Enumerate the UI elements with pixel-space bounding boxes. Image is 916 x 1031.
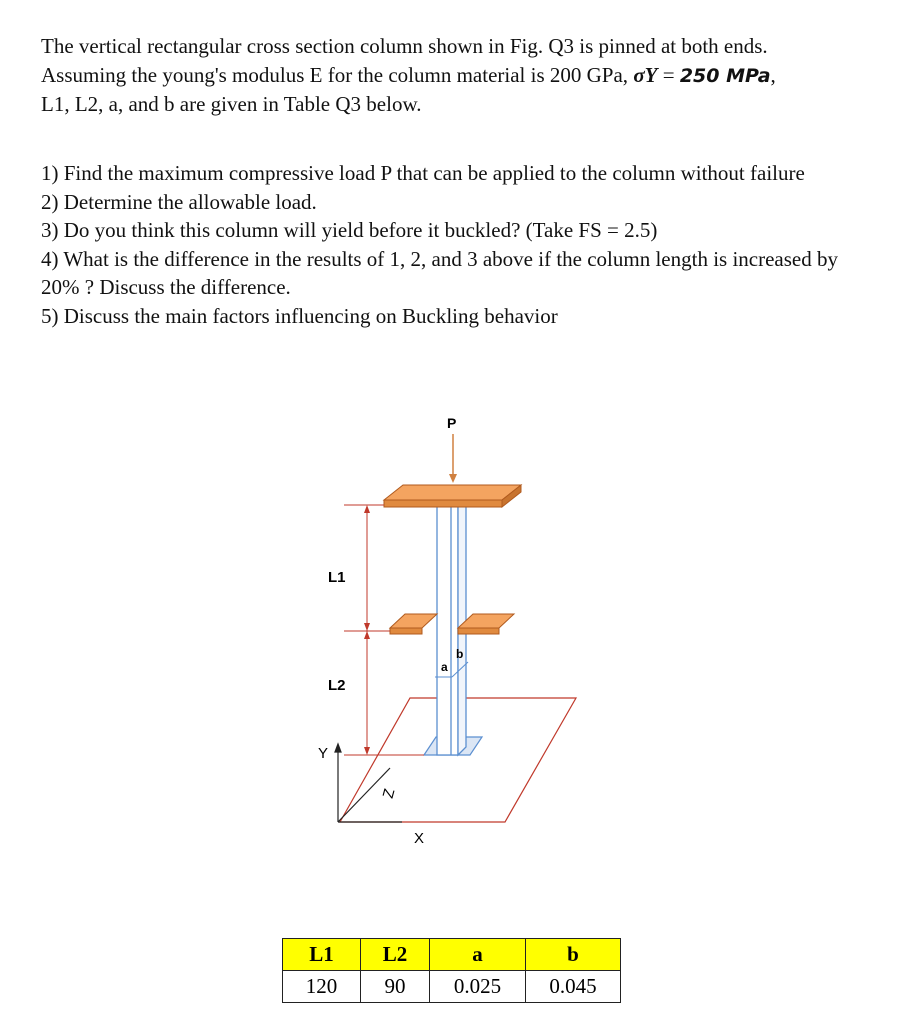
left-brace-edge — [390, 628, 422, 634]
load-arrow-head — [449, 474, 457, 483]
intro-line-2 — [41, 61, 891, 91]
load-label: P — [447, 415, 457, 431]
l1-top-arrow — [364, 505, 370, 513]
column-front-face — [437, 505, 458, 755]
value-l2: 90 — [361, 971, 430, 1003]
header-l2: L2 — [361, 939, 430, 971]
header-b: b — [526, 939, 621, 971]
column-diagram — [300, 400, 600, 860]
table-q3 — [282, 938, 621, 1003]
y-axis-arrow — [335, 744, 341, 752]
question-item: 3) Do you think this column will yield before it buckled? (Take FS = 2.5) — [41, 218, 658, 242]
left-brace-top — [390, 614, 437, 628]
table-header-row — [283, 939, 621, 971]
question-item: 2) Determine the allowable load. — [41, 189, 317, 214]
equals-sign: = — [657, 62, 680, 87]
header-l1: L1 — [283, 939, 361, 971]
intro-line-3: L1, L2, a, and b are given in Table Q3 below. — [41, 92, 422, 116]
question-item: 1) Find the maximum compressive load P that can be applied to the column without failure — [41, 161, 805, 185]
yield-stress-value: 250 MPa — [679, 64, 771, 87]
x-axis-label: X — [414, 830, 425, 847]
value-a: 0.025 — [430, 971, 526, 1003]
axes — [335, 744, 402, 822]
y-axis-label: Y — [318, 745, 329, 762]
l2-label: L2 — [328, 677, 346, 694]
l1-label: L1 — [328, 569, 346, 586]
header-a: a — [430, 939, 526, 971]
intro-line-2-text: Assuming the young's modulus E for the column material is 200 GPa, — [41, 62, 629, 87]
problem-statement — [41, 32, 891, 119]
l2-bottom-arrow — [364, 747, 370, 755]
l1-bottom-arrow — [364, 623, 370, 631]
intro-line-2-end: , — [770, 62, 776, 87]
question-list — [41, 159, 861, 330]
intro-line-1: The vertical rectangular cross section column shown in Fig. Q3 is pinned at both ends. — [41, 34, 768, 58]
z-axis-label: Z — [379, 786, 399, 801]
l2-top-arrow — [364, 631, 370, 639]
right-brace-edge — [458, 628, 499, 634]
yield-stress-symbol: σY — [633, 62, 658, 87]
value-l1: 120 — [283, 971, 361, 1003]
top-plate-top — [384, 485, 521, 500]
top-plate-edge — [384, 500, 502, 507]
column-figure — [300, 400, 600, 860]
b-label: b — [456, 647, 464, 661]
value-b: 0.045 — [526, 971, 621, 1003]
question-item: 5) Discuss the main factors influencing on Buckling behavior — [41, 303, 558, 328]
question-item: 4) What is the difference in the results of 1, 2, and 3 above if the column length is increased by 20% ? Discuss the difference. — [41, 246, 838, 299]
table-row — [283, 971, 621, 1003]
a-label: a — [441, 660, 448, 674]
